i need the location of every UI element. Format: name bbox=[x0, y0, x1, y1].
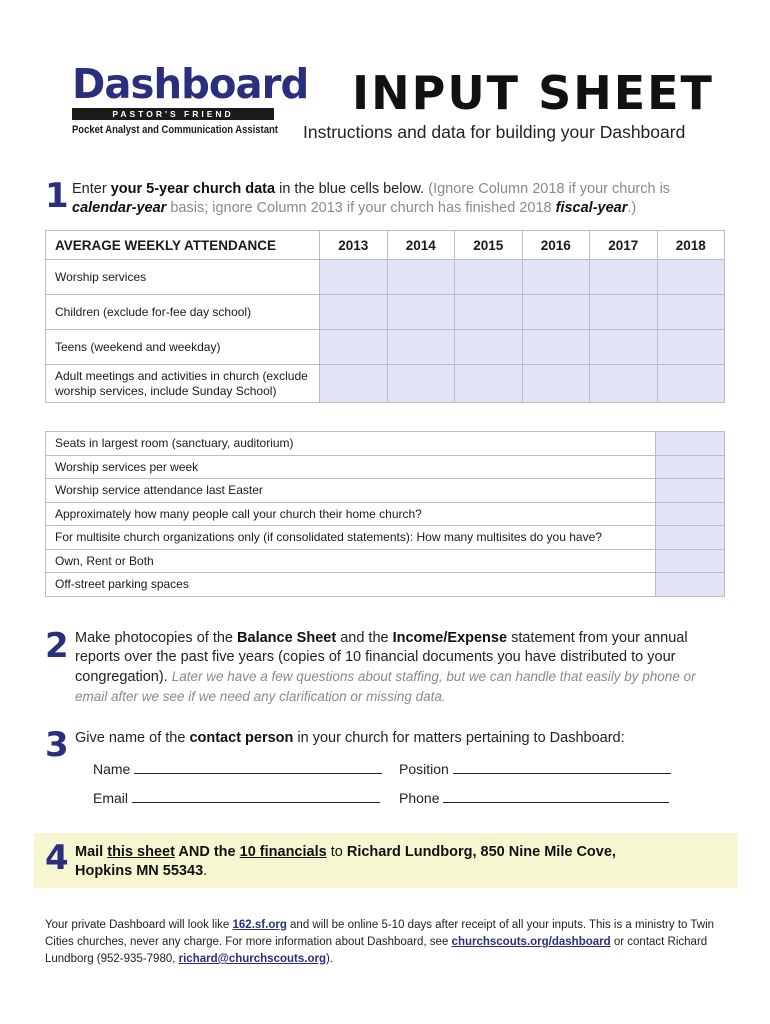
fact-label: Seats in largest room (sanctuary, auditorium) bbox=[46, 432, 656, 456]
input-cell[interactable] bbox=[387, 295, 455, 330]
table-row bbox=[46, 526, 725, 550]
input-cell[interactable] bbox=[656, 549, 725, 573]
phone-field[interactable] bbox=[399, 788, 669, 806]
step-2-text-d: Income/Expense bbox=[392, 630, 508, 646]
logo-bar-text: PASTOR'S FRIEND bbox=[72, 108, 274, 120]
input-cell[interactable] bbox=[656, 573, 725, 597]
input-cell[interactable] bbox=[522, 295, 590, 330]
input-cell[interactable] bbox=[522, 330, 590, 365]
input-cell[interactable] bbox=[657, 260, 725, 295]
input-cell[interactable] bbox=[320, 295, 388, 330]
step-2-text-e: statement from your annual reports over the past five years (copies of 10 financial documents you have distributed to your congregation). bbox=[75, 630, 688, 685]
step-1-text-a: Enter bbox=[72, 181, 111, 197]
phone-line[interactable] bbox=[443, 788, 669, 803]
step-4-text-h: . bbox=[203, 863, 208, 879]
input-cell[interactable] bbox=[656, 432, 725, 456]
footer-text-a: Your private Dashboard will look like bbox=[45, 919, 233, 931]
step-1-text-b: your 5-year church data bbox=[110, 181, 276, 197]
table-row bbox=[46, 455, 725, 479]
dashboard-logo bbox=[72, 60, 309, 136]
table-row bbox=[46, 502, 725, 526]
step-3-text bbox=[75, 729, 730, 748]
step-4-text-e: to bbox=[326, 844, 347, 860]
footer-text-d: ). bbox=[325, 953, 333, 965]
link-churchscouts-dashboard[interactable]: churchscouts.org/dashboard bbox=[451, 936, 611, 948]
input-cell[interactable] bbox=[656, 502, 725, 526]
step-2-text-a: Make photocopies of the bbox=[75, 630, 238, 646]
input-cell[interactable] bbox=[590, 260, 658, 295]
input-cell[interactable] bbox=[387, 330, 455, 365]
attendance-header-row bbox=[46, 231, 725, 260]
step-2-text-f: Later we have a few questions about staffing, but we can handle that easily by phone or email after we see if we need any clarification or missing data. bbox=[75, 669, 696, 704]
step-1-number: 1 bbox=[45, 176, 69, 216]
fact-label: Worship service attendance last Easter bbox=[46, 479, 656, 503]
attendance-header: AVERAGE WEEKLY ATTENDANCE bbox=[46, 231, 320, 260]
step-3-text-a: Give name of the bbox=[75, 730, 190, 746]
year-2017: 2017 bbox=[590, 231, 658, 260]
step-3-text-c: in your church for matters pertaining to Dashboard: bbox=[293, 730, 625, 746]
mail-address-line2: Hopkins MN 55343 bbox=[75, 863, 204, 879]
year-2015: 2015 bbox=[455, 231, 523, 260]
step-1-text-h: .) bbox=[627, 200, 637, 216]
table-row bbox=[46, 432, 725, 456]
table-row bbox=[46, 365, 725, 403]
step-1-text-d: (Ignore Column 2018 if your church is bbox=[428, 181, 671, 197]
table-row bbox=[46, 295, 725, 330]
step-1-text-c: in the blue cells below. bbox=[275, 181, 429, 197]
church-facts-table bbox=[45, 431, 725, 597]
input-cell[interactable] bbox=[320, 330, 388, 365]
table-row bbox=[46, 260, 725, 295]
this-sheet-text: this sheet bbox=[107, 844, 175, 860]
input-cell[interactable] bbox=[657, 330, 725, 365]
table-row bbox=[46, 573, 725, 597]
position-line[interactable] bbox=[453, 759, 671, 774]
input-cell[interactable] bbox=[522, 260, 590, 295]
step-1-text-g: fiscal-year bbox=[555, 200, 628, 216]
input-cell[interactable] bbox=[590, 295, 658, 330]
step-4-text bbox=[75, 843, 715, 881]
ten-financials-text: 10 financials bbox=[239, 844, 327, 860]
step-1-text-e: calendar-year bbox=[72, 200, 167, 216]
input-cell[interactable] bbox=[656, 526, 725, 550]
step-3-text-b: contact person bbox=[189, 730, 294, 746]
step-1-text-f: basis; ignore Column 2013 if your church has finished 2018 bbox=[166, 200, 556, 216]
input-cell[interactable] bbox=[455, 260, 523, 295]
input-cell[interactable] bbox=[657, 365, 725, 403]
row-label-adults: Adult meetings and activities in church (exclude worship services, include Sunday School) bbox=[46, 365, 320, 403]
footer-text-c: or contact Richard Lundborg (952-935-7980, bbox=[45, 936, 708, 965]
input-cell[interactable] bbox=[590, 365, 658, 403]
input-cell[interactable] bbox=[320, 365, 388, 403]
table-row bbox=[46, 549, 725, 573]
input-cell[interactable] bbox=[455, 330, 523, 365]
step-2-number: 2 bbox=[45, 626, 69, 666]
step-4-text-c: AND the bbox=[174, 844, 240, 860]
row-label-teens: Teens (weekend and weekday) bbox=[46, 330, 320, 365]
link-162-sf-org[interactable]: 162.sf.org bbox=[232, 919, 287, 931]
step-4-number: 4 bbox=[45, 838, 69, 878]
step-4-text-a: Mail bbox=[75, 844, 108, 860]
table-row bbox=[46, 330, 725, 365]
input-cell[interactable] bbox=[455, 295, 523, 330]
row-label-worship: Worship services bbox=[46, 260, 320, 295]
input-cell[interactable] bbox=[657, 295, 725, 330]
row-label-children: Children (exclude for-fee day school) bbox=[46, 295, 320, 330]
position-label: Position bbox=[399, 761, 449, 777]
step-3-number: 3 bbox=[45, 725, 69, 765]
input-cell[interactable] bbox=[656, 455, 725, 479]
table-row bbox=[46, 479, 725, 503]
input-cell[interactable] bbox=[320, 260, 388, 295]
name-label: Name bbox=[93, 761, 131, 777]
fact-label: Own, Rent or Both bbox=[46, 549, 656, 573]
step-2-text-c: and the bbox=[336, 630, 393, 646]
input-cell[interactable] bbox=[656, 479, 725, 503]
mail-address-line1: Richard Lundborg, 850 Nine Mile Cove, bbox=[346, 844, 616, 860]
step-2-text bbox=[75, 629, 730, 707]
fact-label: Approximately how many people call your church their home church? bbox=[46, 502, 656, 526]
input-cell[interactable] bbox=[455, 365, 523, 403]
email-label: Email bbox=[93, 790, 129, 806]
name-field[interactable] bbox=[93, 759, 382, 777]
input-cell[interactable] bbox=[590, 330, 658, 365]
name-line[interactable] bbox=[134, 759, 382, 774]
year-2013: 2013 bbox=[320, 231, 388, 260]
year-2016: 2016 bbox=[522, 231, 590, 260]
attendance-table bbox=[45, 230, 725, 403]
fact-label: Worship services per week bbox=[46, 455, 656, 479]
page-title: INPUT SHEET bbox=[352, 66, 714, 120]
email-field[interactable] bbox=[93, 788, 380, 806]
link-email-richard[interactable]: richard@churchscouts.org bbox=[178, 953, 326, 965]
fact-label: Off-street parking spaces bbox=[46, 573, 656, 597]
footer-text-b: and will be online 5-10 days after receipt of all your inputs. This is a ministry to Twin Cities churches, never any charge. For more information about Dashboard, see bbox=[45, 919, 715, 948]
step-2-text-b: Balance Sheet bbox=[237, 630, 337, 646]
input-cell[interactable] bbox=[387, 365, 455, 403]
phone-label: Phone bbox=[399, 790, 440, 806]
year-2018: 2018 bbox=[657, 231, 725, 260]
page-subtitle: Instructions and data for building your Dashboard bbox=[303, 122, 686, 142]
year-2014: 2014 bbox=[387, 231, 455, 260]
fact-label: For multisite church organizations only (if consolidated statements): How many multisites do you have? bbox=[46, 526, 656, 550]
email-line[interactable] bbox=[132, 788, 380, 803]
logo-wordmark: Dashboard bbox=[72, 60, 309, 108]
step-1-text bbox=[72, 180, 732, 218]
logo-tagline: Pocket Analyst and Communication Assistant bbox=[72, 124, 278, 136]
position-field[interactable] bbox=[399, 759, 671, 777]
input-cell[interactable] bbox=[522, 365, 590, 403]
input-cell[interactable] bbox=[387, 260, 455, 295]
footer-text bbox=[45, 917, 725, 968]
